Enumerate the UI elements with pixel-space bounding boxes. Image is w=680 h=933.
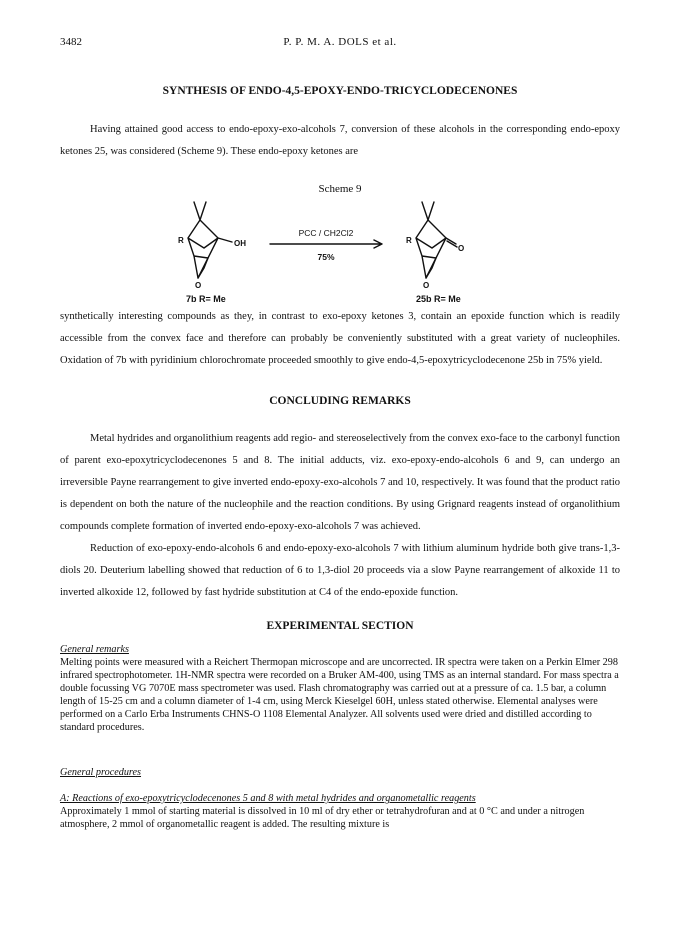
general-remarks-body: Melting points were measured with a Reichert Thermopan microscope and are uncorrected. IR spectra were taken on a Perkin Elmer 298 infrared spectrophotometer. 1H-NMR spectra were recorded on a Bruker AM-400, using TMS as an internal standard. For mass spectra a double focussing VG 7070E mass spectrometer was used. Flash chromatography was carried out at a pressure of ca. 1.5 bar, a column length of 15-25 cm and a column diameter of 1-4 cm, using Merck Kieselgel 60H, unless stated otherwise. Elemental analyses were performed on a Carlo Erba Instruments CHNS-O 1108 Elemental Analyzer. All solvents used were dried and distilled according to standard procedures. — [60, 657, 619, 733]
section-heading-concluding: CONCLUDING REMARKS — [269, 395, 411, 407]
page-header — [60, 36, 620, 52]
left-molecule-skeleton — [188, 202, 218, 278]
right-molecule-skeleton — [416, 202, 446, 278]
procedure-a-title: A: Reactions of exo-epoxytricyclodecenones 5 and 8 with metal hydrides and organometallic reagents — [60, 793, 476, 804]
general-procedures-title: General procedures — [60, 767, 142, 778]
left-o-label: O — [195, 281, 202, 290]
concluding-text-1: Metal hydrides and organolithium reagents add regio- and stereoselectively from the convex exo-face to the carbonyl function of parent exo-epoxytricyclodecenones 5 and 8. The initial adducts, viz. exo-epoxy-endo-alcohols 6 and 9, can undergo an irreversible Payne rearrangement to give inverted endo-epoxy-exo-alcohols 7 and 10, respectively. It was found that the product ratio is dependent on both the nature of the nucleophile and the reaction conditions. By using Grignard reagents instead of organolithium compounds complete formation of inverted endo-epoxy-exo-alcohols 7 was achieved. — [60, 433, 620, 532]
left-caption: 7b R= Me — [186, 294, 226, 304]
left-oh-bond — [218, 238, 232, 242]
reaction-arrow — [270, 240, 382, 248]
general-remarks-block — [60, 643, 620, 734]
scheme-label: Scheme 9 — [318, 183, 362, 195]
section-heading-synthesis: SYNTHESIS OF ENDO-4,5-EPOXY-ENDO-TRICYCLODECENONES — [162, 85, 518, 97]
procedure-a-body: Approximately 1 mmol of starting material is dissolved in 10 ml of dry ether or tetrahydrofuran and at 0 °C and under a nitrogen atmosphere, 2 mmol of organometallic reagent is added. The resulting mixture is — [60, 806, 585, 830]
after-scheme-paragraph — [60, 306, 620, 372]
right-caption: 25b R= Me — [416, 294, 461, 304]
procedure-a-block — [60, 792, 620, 831]
left-r-label: R — [178, 236, 184, 245]
right-keto-o-label: O — [458, 244, 465, 253]
section-heading-experimental: EXPERIMENTAL SECTION — [266, 620, 414, 632]
right-o-label: O — [423, 281, 430, 290]
intro-paragraph — [60, 119, 620, 163]
yield-label: 75% — [317, 252, 335, 262]
running-title: P. P. M. A. DOLS et al. — [283, 36, 397, 48]
reaction-scheme — [160, 196, 520, 308]
right-keto-bond — [446, 238, 457, 247]
concluding-text-2: Reduction of exo-epoxy-endo-alcohols 6 and endo-epoxy-exo-alcohols 7 with lithium aluminum hydride both give trans-1,3-diols 20. Deuterium labelling showed that reduction of 6 to 1,3-diol 20 proceeds via a slow Payne rearrangement of alkoxide 11 to inverted alkoxide 12, followed by fast hydride substitution at C4 of the endo-epoxide function. — [60, 543, 620, 598]
intro-text: Having attained good access to endo-epoxy-exo-alcohols 7, conversion of these alcohols in the corresponding endo-epoxy ketones 25, was considered (Scheme 9). These endo-epoxy ketones are — [60, 124, 620, 157]
left-oh-label: OH — [234, 239, 246, 248]
concluding-paragraph-2 — [60, 538, 620, 604]
after-scheme-text: synthetically interesting compounds as they, in contrast to exo-epoxy ketones 3, contain an epoxide function which is readily accessible from the convex face and therefore can probably be conveniently substituted with a great variety of nucleophiles. Oxidation of 7b with pyridinium chlorochromate proceeded smoothly to give endo-4,5-epoxytricyclodecenone 25b in 75% yield. — [60, 311, 620, 366]
right-r-label: R — [406, 236, 412, 245]
general-procedures-block — [60, 766, 620, 779]
reagent-label: PCC / CH2Cl2 — [298, 228, 354, 238]
general-remarks-title: General remarks — [60, 644, 129, 655]
concluding-paragraph-1 — [60, 428, 620, 538]
page-number: 3482 — [60, 36, 82, 48]
